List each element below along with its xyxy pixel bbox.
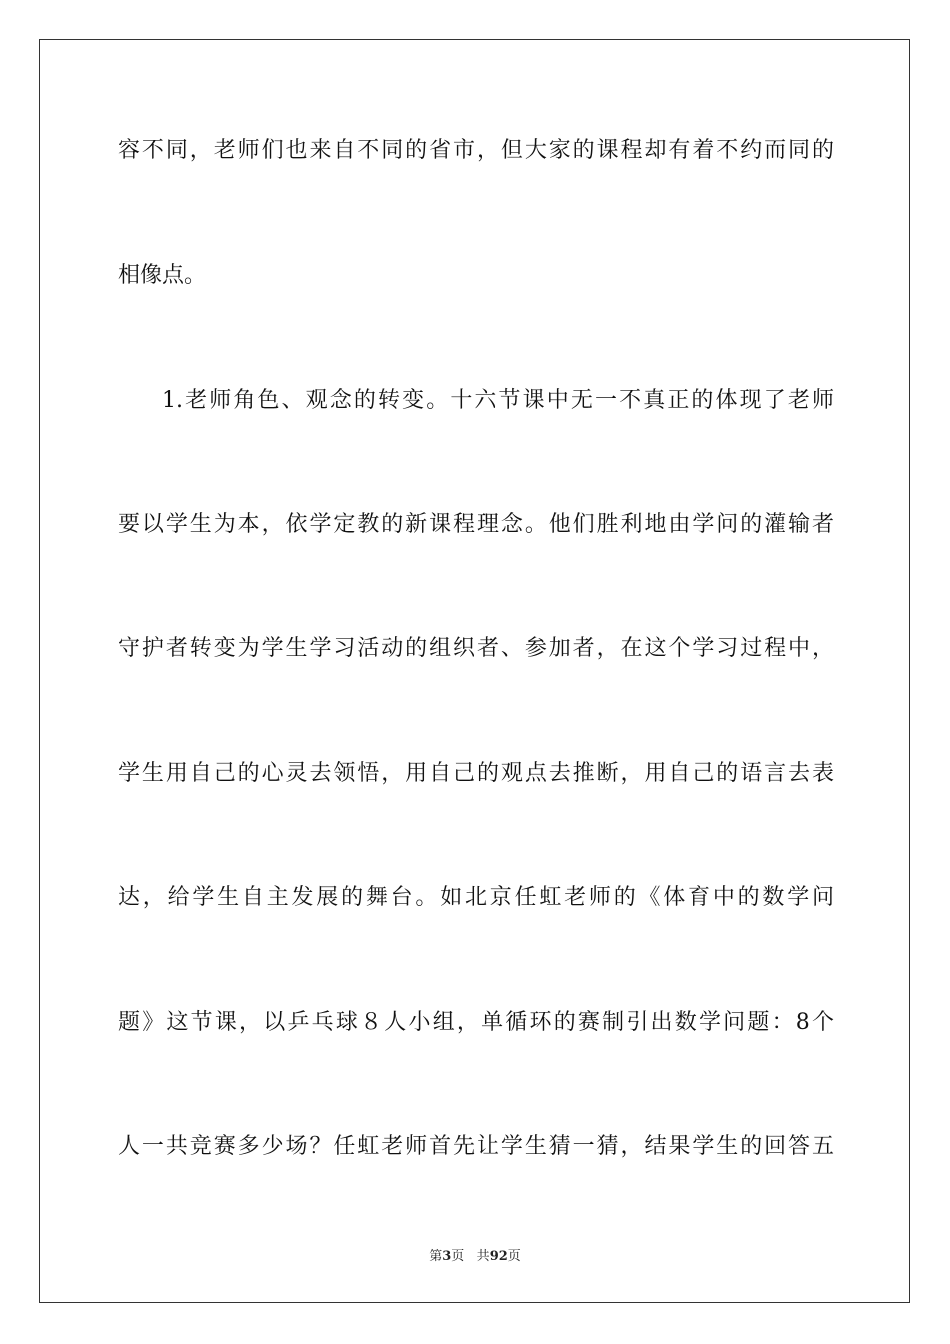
footer-page-suffix: 页 [451, 1249, 465, 1264]
footer-total-pages: 92 [489, 1249, 508, 1264]
footer-total-suffix: 页 [507, 1249, 521, 1264]
text-line-7: 达，给学生自主发展的舞台。如北京任虹老师的《体育中的数学问 [118, 885, 834, 910]
text-line-8: 题》这节课，以乒乓球８人小组，单循环的赛制引出数学问题：8个 [118, 1010, 834, 1035]
page-border [39, 39, 910, 1303]
page-footer [0, 1248, 950, 1266]
footer-page-number: 3 [442, 1249, 452, 1264]
text-line-2: 相像点。 [118, 263, 207, 288]
footer-total-prefix: 共 [476, 1249, 490, 1264]
text-line-9: 人一共竞赛多少场？任虹老师首先让学生猜一猜，结果学生的回答五 [118, 1134, 834, 1159]
text-line-6: 学生用自己的心灵去领悟，用自己的观点去推断，用自己的语言去表 [118, 761, 834, 786]
text-line-5: 守护者转变为学生学习活动的组织者、参加者，在这个学习过程中， [118, 636, 834, 661]
footer-page-prefix: 第 [429, 1249, 443, 1264]
text-line-4: 要以学生为本，依学定教的新课程理念。他们胜利地由学问的灌输者 [118, 512, 834, 537]
text-line-1: 容不同，老师们也来自不同的省市，但大家的课程却有着不约而同的 [118, 138, 834, 163]
text-line-3: 1.老师角色、观念的转变。十六节课中无一不真正的体现了老师 [162, 388, 834, 413]
